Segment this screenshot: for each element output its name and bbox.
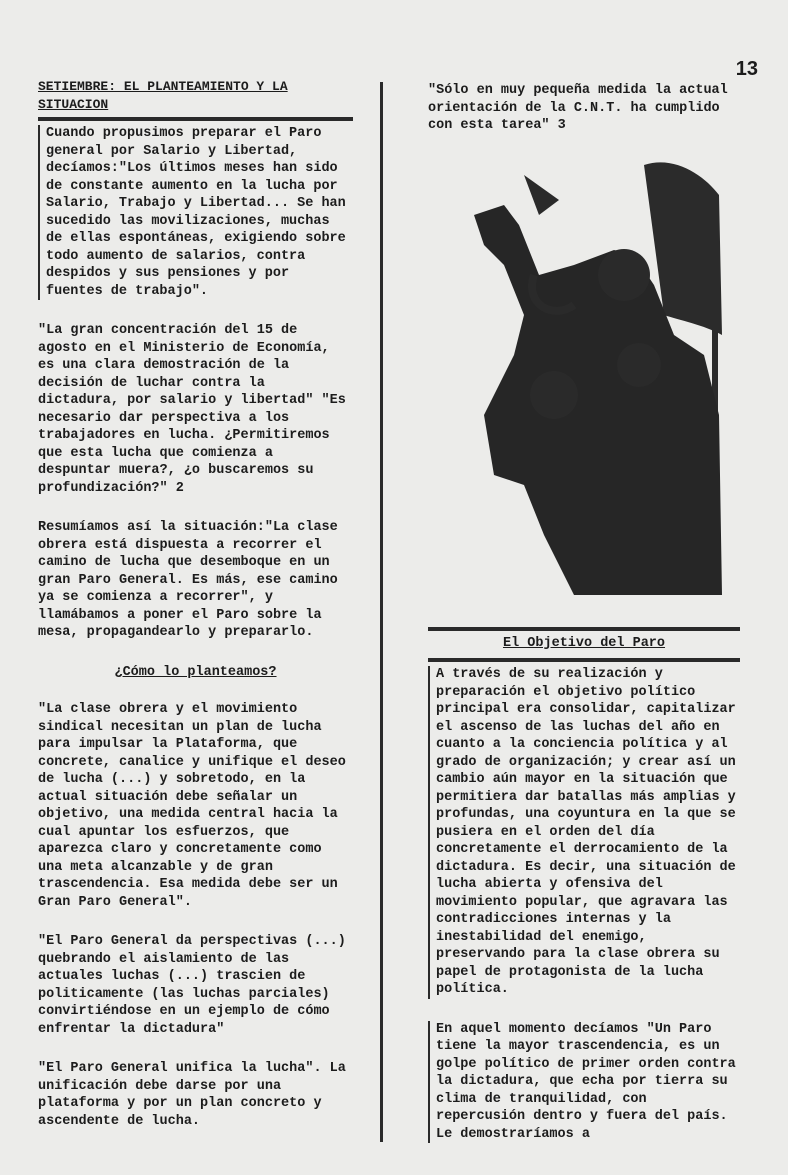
left-column xyxy=(38,78,353,1152)
workers-with-flag-illustration xyxy=(464,155,724,605)
page-number: 13 xyxy=(735,58,758,80)
heading-rule xyxy=(38,117,353,121)
protest-illustration xyxy=(464,155,724,605)
paragraph: "El Paro General da perspectivas (...) quebrando el aislamiento de las actuales luchas (...) trascien de politicamente (las luchas parciales) convirtiéndose en un ejemplo de cómo enfrentar la dictadura" xyxy=(38,934,354,1037)
paragraph: A través de su realización y preparación el objetivo político principal era consolidar, capitalizar el ascenso de las luchas del año en cuanto a la conciencia política y al grado de organización; y crear así un cambio aún mayor en la situación que permitiera dar batallas más amplias y profundas, una coyuntura en la que se pusiera en el orden del día concretamente el derrocamiento de la dictadura. Es decir, una situación de lucha abierta y ofensiva del movimiento popular, que agravara las contradicciones internas y la inestabilidad del enemigo, preservando para la clase obrera su papel de protagonista de la lucha política. xyxy=(436,667,744,997)
section-title-right: El Objetivo del Paro xyxy=(502,635,666,651)
quote: "Sólo en muy pequeña medida la actual orientación de la C.N.T. ha cumplido con esta tarea" 3 xyxy=(428,83,736,133)
subheading: ¿Cómo lo planteamos? xyxy=(114,664,277,680)
paragraph: "La gran concentración del 15 de agosto en el Ministerio de Economía, es una clara demostración de la decisión de luchar contra la dictadura, por salario y libertad" "Es necesario dar perspectiva a los trabajadores en lucha. ¿Permitiremos que esta lucha que comienza a despuntar muera?, ¿o buscaremos su profundización?" 2 xyxy=(38,323,354,496)
closing-box xyxy=(428,1021,744,1144)
paragraph: Cuando propusimos preparar el Paro general por Salario y Libertad, decíamos:"Los últimos meses han sido de constante aumento en la lucha por Salario, Trabajo y Libertad... Se han sucedido las movilizaciones, muchas de ellas espontáneas, exigiendo sobre todo aumento de salarios, contra despidos y sus pensiones y por fuentes de trabajo". xyxy=(46,126,354,299)
column-divider xyxy=(380,82,383,1142)
paragraph: Resumíamos así la situación:"La clase obrera está dispuesta a recorrer el camino de lucha que desemboque en un gran Paro General. Es más, ese camino ya se comienza a recorrer", y llamábamos a poner el Paro sobre la mesa, propagandearlo y prepararlo. xyxy=(38,520,346,640)
right-column xyxy=(428,82,744,1165)
paragraph: "El Paro General unifica la lucha". La unificación debe darse por una plataforma y por un plan concreto y ascendente de lucha. xyxy=(38,1061,354,1129)
paragraph: "La clase obrera y el movimiento sindical necesitan un plan de lucha para impulsar la Plataforma, que concrete, canalice y unifique el deseo de lucha (...) y sobretodo, en la actual situación debe señalar un objetivo, una medida central hacia la cual apuntar los esfuerzos, que aparezca claro y concretamente como una meta alcanzable y de gran trascendencia. Esa medida debe ser un Gran Paro General". xyxy=(38,702,354,910)
objective-box xyxy=(428,666,744,999)
section-rule-bottom xyxy=(428,658,740,662)
paragraph: En aquel momento decíamos "Un Paro tiene la mayor trascendencia, es un golpe político de primer orden contra la dictadura, que echa por tierra su clima de tranquilidad, con repercusión dentro y fuera del país. Le demostraríamos a xyxy=(436,1021,744,1142)
intro-box xyxy=(38,125,353,300)
section-title-left: SETIEMBRE: EL PLANTEAMIENTO Y LA SITUACION xyxy=(38,79,288,112)
section-rule xyxy=(428,627,740,631)
